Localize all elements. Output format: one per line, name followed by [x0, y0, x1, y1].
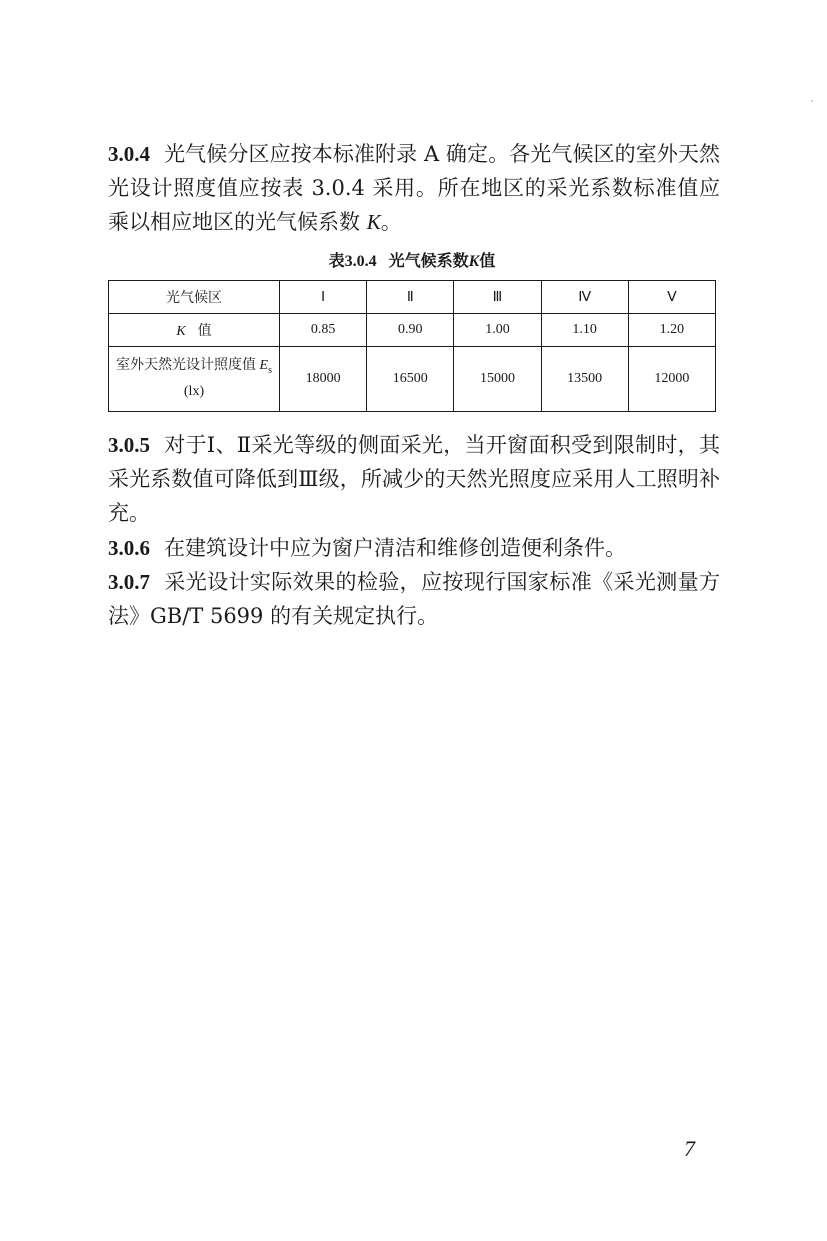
k-value-row — [109, 314, 716, 347]
k-value-cell: 1.00 — [454, 314, 541, 347]
k-row-label: 值 — [197, 324, 212, 339]
clause-3-0-7 — [108, 565, 720, 633]
caption-k-symbol: K — [468, 253, 480, 270]
clause-text: 光气候分区应按本标准附录 A 确定。各光气候区的室外天然光设计照度值应按表 3.0.4 采用。所在地区的采光系数标准值应乘以相应地区的光气候系数 — [108, 142, 720, 234]
clause-number: 3.0.6 — [108, 536, 150, 560]
clause-number: 3.0.7 — [108, 570, 150, 594]
k-value-cell: 1.10 — [541, 314, 628, 347]
k-value-cell: 0.90 — [367, 314, 454, 347]
clause-text-end: 。 — [380, 210, 402, 234]
clause-number: 3.0.4 — [108, 142, 150, 166]
clause-text: 对于Ⅰ、Ⅱ采光等级的侧面采光，当开窗面积受到限制时，其采光系数值可降低到Ⅲ级，所减少的天然光照度应采用人工照明补充。 — [108, 433, 720, 525]
es-subscript: s — [268, 364, 272, 376]
illuminance-label: 室外天然光设计照度值 — [116, 357, 260, 373]
k-symbol: K — [176, 324, 186, 339]
illuminance-value-cell: 18000 — [280, 347, 367, 412]
illuminance-label-cell — [109, 347, 280, 412]
illuminance-row — [109, 347, 716, 412]
illuminance-value-cell: 16500 — [367, 347, 454, 412]
clause-text: 在建筑设计中应为窗户清洁和维修创造便利条件。 — [164, 536, 626, 560]
table-header-row — [109, 281, 716, 314]
illuminance-value-cell: 15000 — [454, 347, 541, 412]
zone-header-cell: Ⅱ — [367, 281, 454, 314]
clause-3-0-5 — [108, 428, 720, 530]
caption-number: 3.0.4 — [344, 253, 377, 270]
k-value-cell: 1.20 — [628, 314, 715, 347]
k-row-label-cell — [109, 314, 280, 347]
illuminance-label-line — [109, 355, 279, 382]
k-value-cell: 0.85 — [280, 314, 367, 347]
caption-prefix: 表 — [328, 251, 345, 270]
clause-3-0-4 — [108, 137, 720, 239]
es-symbol: E — [259, 357, 269, 373]
page-number: 7 — [684, 1136, 695, 1161]
light-climate-coefficient-table — [108, 280, 716, 412]
clause-text: 采光设计实际效果的检验，应按现行国家标准《采光测量方法》GB/T 5699 的有关规定执行。 — [108, 570, 720, 628]
k-symbol: K — [366, 210, 381, 234]
illuminance-value-cell: 13500 — [541, 347, 628, 412]
clause-3-0-6 — [108, 531, 720, 565]
zone-header-cell: Ⅰ — [280, 281, 367, 314]
margin-mark — [811, 100, 813, 102]
header-label-cell: 光气候区 — [109, 281, 280, 314]
caption-suffix: 值 — [479, 251, 496, 270]
table-caption — [108, 248, 716, 271]
caption-text: 光气候系数 — [388, 251, 469, 270]
illuminance-value-cell: 12000 — [628, 347, 715, 412]
zone-header-cell: Ⅳ — [541, 281, 628, 314]
clause-number: 3.0.5 — [108, 433, 150, 457]
illuminance-unit: (lx) — [183, 384, 205, 400]
zone-header-cell: Ⅴ — [628, 281, 715, 314]
zone-header-cell: Ⅲ — [454, 281, 541, 314]
